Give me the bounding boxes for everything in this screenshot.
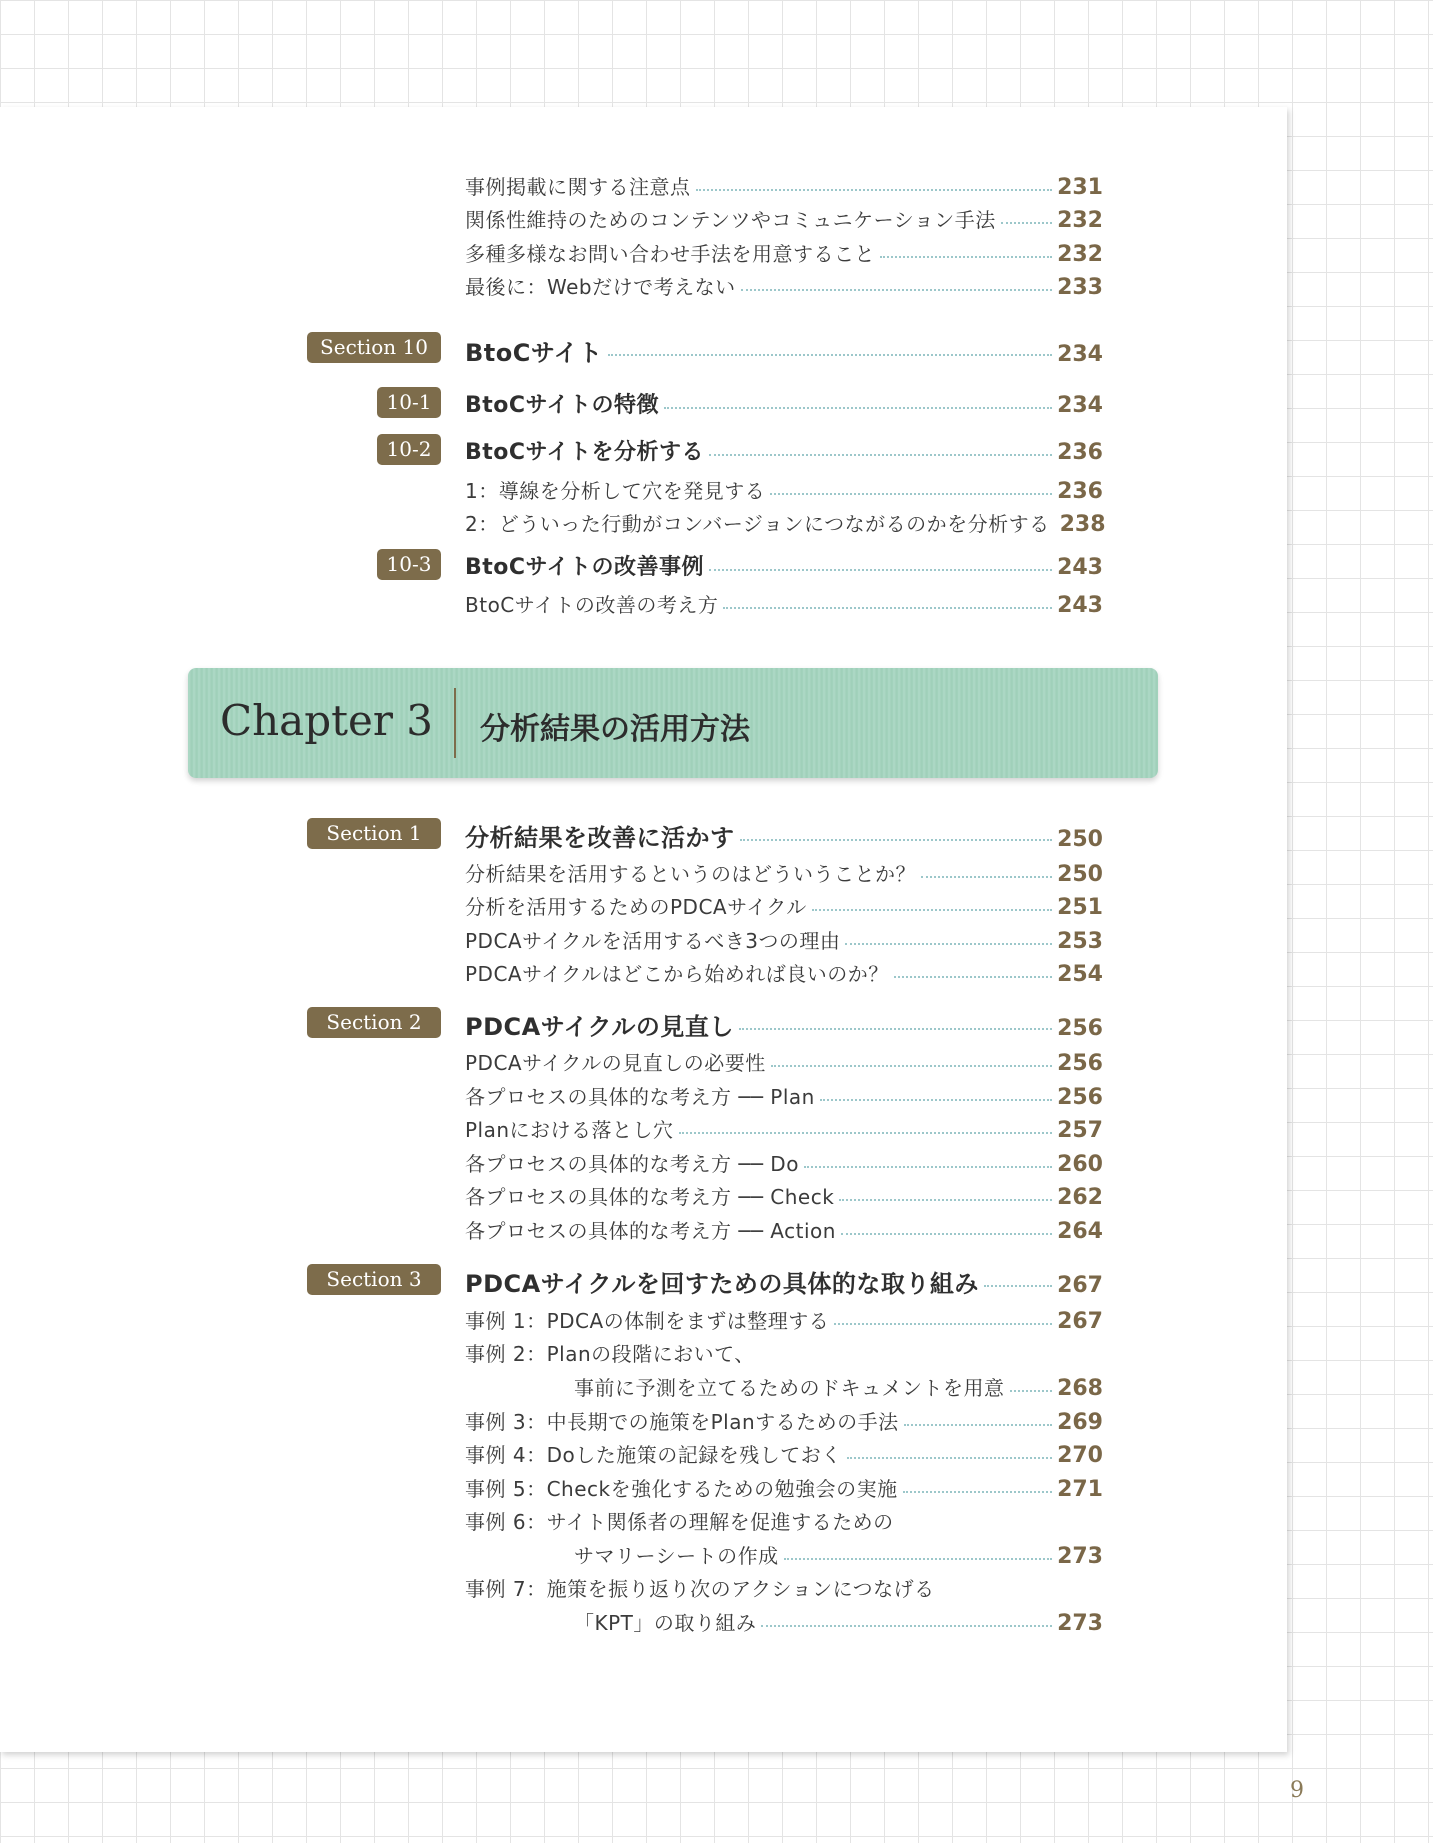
- section-title: PDCAサイクルを回すための具体的な取り組み: [465, 1270, 979, 1298]
- toc-page-number: 232: [1057, 208, 1103, 233]
- toc-entry[interactable]: [465, 1406, 1103, 1435]
- section-badge: Section 2: [307, 1007, 441, 1038]
- section-entry[interactable]: [465, 1007, 1103, 1042]
- leader-dots: [804, 1164, 1052, 1168]
- toc-entry[interactable]: [465, 1215, 1103, 1244]
- leader-dots: [679, 1130, 1053, 1134]
- toc-entry[interactable]: [465, 204, 1103, 233]
- toc-entry-title: 分析を活用するためのPDCAサイクル: [465, 895, 807, 919]
- toc-entry[interactable]: [465, 1338, 1103, 1367]
- leader-dots: [847, 1455, 1052, 1459]
- toc-entry[interactable]: [465, 925, 1103, 954]
- toc-entry-title: 分析結果を活用するというのはどういうことか？: [465, 862, 916, 886]
- toc-page-number: 233: [1057, 275, 1103, 300]
- chapter-divider: [454, 688, 456, 758]
- toc-entry-title: PDCAサイクルの見直しの必要性: [465, 1051, 766, 1075]
- toc-page-number: 262: [1057, 1185, 1103, 1210]
- leader-dots: [903, 1489, 1052, 1493]
- toc-entry[interactable]: [465, 475, 1103, 504]
- leader-dots: [709, 567, 1052, 571]
- toc-page-number: 232: [1057, 242, 1103, 267]
- section-title: PDCAサイクルの見直し: [465, 1013, 734, 1041]
- toc-page-number: 236: [1057, 440, 1103, 465]
- toc-entry[interactable]: [465, 1305, 1103, 1334]
- toc-page-number: 243: [1057, 555, 1103, 580]
- toc-page-number: 267: [1057, 1273, 1103, 1298]
- toc-entry[interactable]: [465, 1181, 1103, 1210]
- leader-dots: [608, 352, 1052, 356]
- section-entry[interactable]: [465, 818, 1103, 853]
- toc-entry[interactable]: [465, 508, 1106, 537]
- leader-dots: [841, 1231, 1052, 1235]
- subsection-title: BtoCサイトの特徴: [465, 393, 660, 418]
- toc-entry[interactable]: [465, 1506, 1103, 1535]
- toc-page-number: 231: [1057, 175, 1103, 200]
- leader-dots: [984, 1283, 1052, 1287]
- leader-dots: [845, 941, 1052, 945]
- page-folio-number: 9: [1290, 1778, 1304, 1803]
- section-badge: Section 3: [307, 1264, 441, 1295]
- toc-entry-title: 事例 1：PDCAの体制をまずは整理する: [465, 1309, 830, 1333]
- chapter-title: 分析結果の活用方法: [480, 712, 750, 747]
- toc-entry-title: Planにおける落とし穴: [465, 1118, 674, 1142]
- toc-entry[interactable]: [465, 858, 1103, 887]
- toc-entry-title: 事例 2：Planの段階において、: [465, 1342, 755, 1366]
- section-badge: Section 10: [307, 332, 441, 363]
- toc-page-number: 234: [1057, 393, 1103, 418]
- toc-entry-title: 事例 3：中長期での施策をPlanするための手法: [465, 1410, 899, 1434]
- leader-dots: [904, 1422, 1052, 1426]
- leader-dots: [1010, 1388, 1053, 1392]
- toc-page-number: 238: [1059, 512, 1106, 537]
- toc-entry-title: 各プロセスの具体的な考え方 ── Do: [465, 1152, 799, 1176]
- toc-entry-title: 各プロセスの具体的な考え方 ── Action: [465, 1219, 836, 1243]
- subsection-title: BtoCサイトを分析する: [465, 440, 705, 465]
- subsection-badge: 10-3: [377, 549, 441, 580]
- chapter-heading-band[interactable]: [188, 668, 1158, 778]
- toc-page-number: 264: [1057, 1219, 1103, 1244]
- toc-entry[interactable]: [465, 1081, 1103, 1110]
- toc-page-number: 254: [1057, 962, 1103, 987]
- toc-entry[interactable]: [465, 958, 1103, 987]
- subsection-title: BtoCサイトの改善事例: [465, 555, 705, 580]
- toc-entry[interactable]: [465, 1473, 1103, 1502]
- leader-dots: [771, 1063, 1052, 1067]
- leader-dots: [894, 974, 1052, 978]
- toc-entry-title: 最後に：Webだけで考えない: [465, 275, 736, 299]
- toc-entry-title: BtoCサイトの改善の考え方: [465, 593, 719, 617]
- toc-page-number: 250: [1057, 862, 1103, 887]
- toc-entry-title: PDCAサイクルはどこから始めれば良いのか？: [465, 962, 889, 986]
- toc-entry-title: 2：どういった行動がコンバージョンにつながるのかを分析する: [465, 512, 1050, 536]
- toc-page-number: 236: [1057, 479, 1103, 504]
- toc-entry-title: PDCAサイクルを活用するべき3つの理由: [465, 929, 841, 953]
- toc-entry[interactable]: [465, 171, 1103, 200]
- toc-entry[interactable]: [465, 1148, 1103, 1177]
- leader-dots: [820, 1097, 1052, 1101]
- toc-entry[interactable]: [465, 1114, 1103, 1143]
- leader-dots: [1001, 220, 1052, 224]
- section-title: 分析結果を改善に活かす: [465, 824, 735, 852]
- toc-page-number: 250: [1057, 827, 1103, 852]
- section-badge: Section 1: [307, 818, 441, 849]
- toc-entry-title: 多種多様なお問い合わせ手法を用意すること: [465, 242, 875, 266]
- chapter-label: Chapter 3: [220, 696, 433, 745]
- leader-dots: [839, 1197, 1052, 1201]
- toc-entry-title: 事例 6：サイト関係者の理解を促進するための: [465, 1510, 894, 1534]
- subsection-entry[interactable]: [465, 550, 1103, 581]
- subsection-entry[interactable]: [465, 388, 1103, 419]
- toc-page-number: 273: [1057, 1611, 1103, 1636]
- book-page: [0, 107, 1287, 1752]
- leader-dots: [664, 405, 1052, 409]
- toc-entry-title: 事前に予測を立てるためのドキュメントを用意: [574, 1376, 1005, 1400]
- section-entry[interactable]: [465, 333, 1103, 368]
- section-entry[interactable]: [465, 1264, 1103, 1299]
- toc-page-number: 271: [1057, 1477, 1103, 1502]
- toc-entry-title: 事例 5：Checkを強化するための勉強会の実施: [465, 1477, 898, 1501]
- toc-entry[interactable]: [465, 271, 1103, 300]
- toc-entry-continuation[interactable]: [574, 1540, 1103, 1569]
- leader-dots: [761, 1623, 1052, 1627]
- section-title: BtoCサイト: [465, 339, 603, 367]
- leader-dots: [696, 187, 1053, 191]
- toc-entry[interactable]: [465, 1439, 1103, 1468]
- toc-page-number: 243: [1057, 593, 1103, 618]
- toc-entry-continuation[interactable]: [574, 1372, 1103, 1401]
- toc-page-number: 268: [1057, 1376, 1103, 1401]
- toc-entry-title: 事例掲載に関する注意点: [465, 175, 691, 199]
- toc-entry-title: 事例 7：施策を振り返り次のアクションにつなげる: [465, 1577, 935, 1601]
- subsection-entry[interactable]: [465, 435, 1103, 466]
- toc-page-number: 273: [1057, 1544, 1103, 1569]
- subsection-badge: 10-1: [377, 387, 441, 418]
- leader-dots: [921, 874, 1052, 878]
- toc-page-number: 256: [1057, 1085, 1103, 1110]
- toc-entry[interactable]: [465, 238, 1103, 267]
- toc-page-number: 256: [1057, 1016, 1103, 1041]
- toc-entry-continuation[interactable]: [574, 1607, 1103, 1636]
- toc-page-number: 234: [1057, 342, 1103, 367]
- leader-dots: [834, 1321, 1052, 1325]
- toc-entry-title: 1：導線を分析して穴を発見する: [465, 479, 766, 503]
- leader-dots: [770, 491, 1052, 495]
- toc-page-number: 267: [1057, 1309, 1103, 1334]
- leader-dots: [740, 837, 1053, 841]
- leader-dots: [709, 452, 1052, 456]
- leader-dots: [723, 605, 1052, 609]
- leader-dots: [880, 254, 1052, 258]
- toc-entry[interactable]: [465, 1573, 1103, 1602]
- leader-dots: [812, 907, 1052, 911]
- toc-entry-title: 関係性維持のためのコンテンツやコミュニケーション手法: [465, 208, 996, 232]
- toc-entry[interactable]: [465, 1047, 1103, 1076]
- toc-entry[interactable]: [465, 891, 1103, 920]
- toc-page-number: 269: [1057, 1410, 1103, 1435]
- toc-entry-title: サマリーシートの作成: [574, 1544, 779, 1568]
- toc-page-number: 256: [1057, 1051, 1103, 1076]
- toc-entry-title: 事例 4：Doした施策の記録を残しておく: [465, 1443, 842, 1467]
- toc-page-number: 257: [1057, 1118, 1103, 1143]
- toc-page-number: 270: [1057, 1443, 1103, 1468]
- toc-entry-title: 各プロセスの具体的な考え方 ── Plan: [465, 1085, 815, 1109]
- toc-page-number: 260: [1057, 1152, 1103, 1177]
- subsection-badge: 10-2: [377, 434, 441, 465]
- toc-entry-title: 「KPT」の取り組み: [574, 1611, 757, 1635]
- toc-entry-title: 各プロセスの具体的な考え方 ── Check: [465, 1185, 835, 1209]
- toc-page-number: 251: [1057, 895, 1103, 920]
- toc-entry[interactable]: [465, 589, 1103, 618]
- leader-dots: [741, 287, 1052, 291]
- toc-page-number: 253: [1057, 929, 1103, 954]
- leader-dots: [739, 1026, 1052, 1030]
- leader-dots: [784, 1556, 1052, 1560]
